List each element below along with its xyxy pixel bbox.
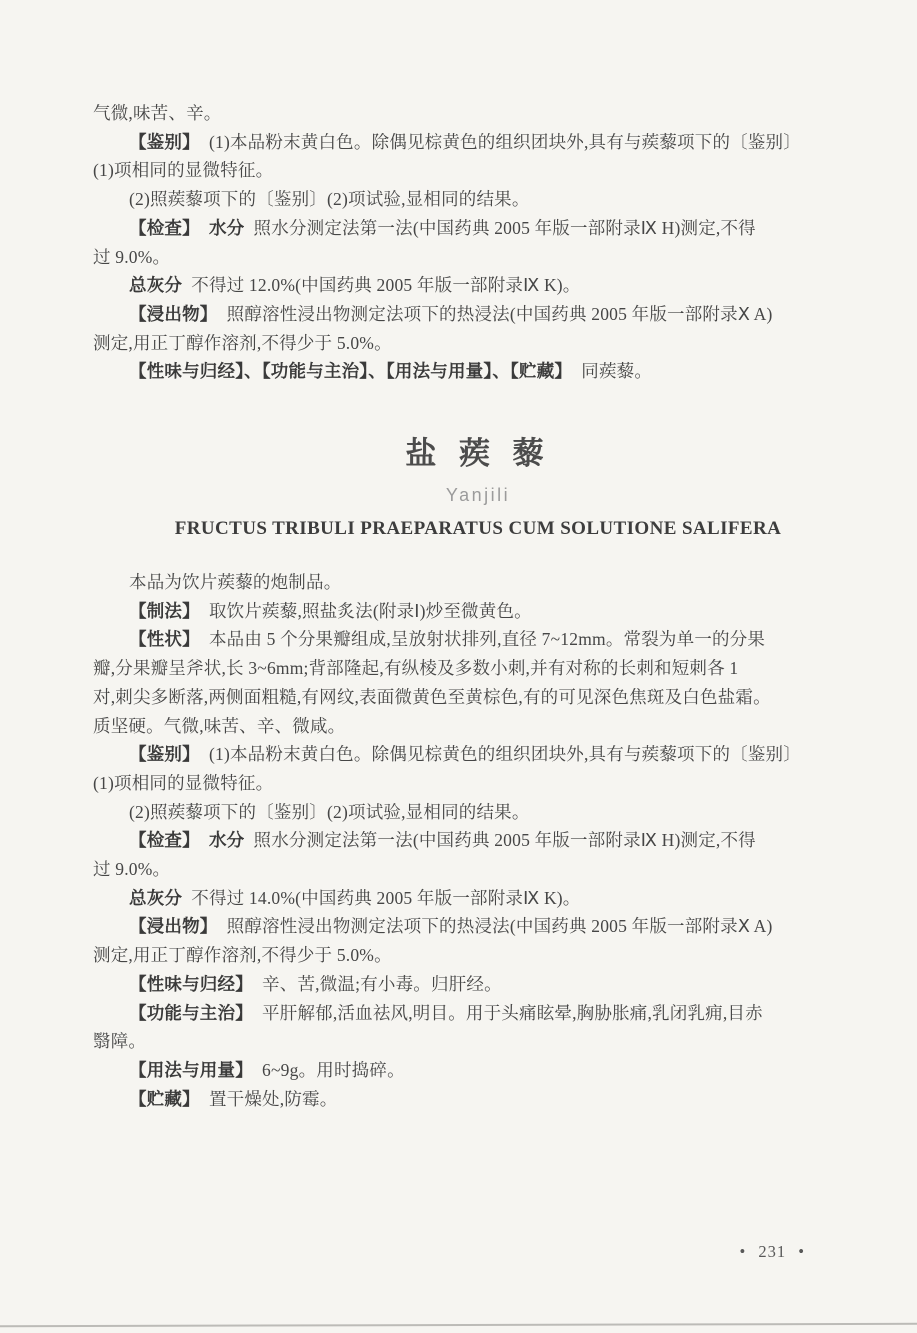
body-text: 本品由 5 个分果瓣组成,呈放射状排列,直径 7~12mm。常裂为单一的分果 [199,629,766,650]
monograph-title-cn: 盐 蒺 藜 [405,436,551,472]
text-line [93,1085,863,1114]
text-line [93,597,863,626]
text-line [93,654,863,683]
body-text: 同蒺藜。 [572,361,653,382]
section-header: 水分 [208,217,245,238]
section-header: 【功能与主治】 [129,1002,253,1023]
text-line [93,156,863,185]
monograph-header [93,436,863,542]
body-text: 气微,味苦、辛。 [93,103,222,123]
section-header: 【浸出物】 [129,916,218,937]
text-line [93,357,863,386]
section-header: 【性味与归经】、【功能与主治】、【用法与用量】、【贮藏】 [129,361,573,382]
body-text: 置干燥处,防霉。 [199,1088,338,1109]
monograph-pinyin: Yanjili [445,485,511,506]
body-text: (1)项相同的显微特征。 [93,160,274,181]
section-header: 【检查】 [129,217,200,238]
section-header: 【用法与用量】 [129,1059,253,1080]
body-text: 翳障。 [93,1031,147,1052]
body-text: 照醇溶性浸出物测定法项下的热浸法(中国药典 2005 年版一部附录Ⅹ A) [217,916,773,937]
section-header: 【制法】 [129,600,200,621]
monograph-body [93,568,863,1113]
body-text: (2)照蒺藜项下的〔鉴别〕(2)项试验,显相同的结果。 [129,801,530,822]
text-line [93,712,863,741]
body-text: (1)本品粉末黄白色。除偶见棕黄色的组织团块外,具有与蒺藜项下的〔鉴别〕 [199,131,801,152]
section-header: 【鉴别】 [129,744,200,765]
section-header: 【贮藏】 [129,1088,200,1109]
body-text: 6~9g。用时捣碎。 [252,1059,405,1080]
text-line [93,271,863,300]
text-line [93,214,863,243]
page-number: • 231 • [739,1242,805,1261]
section-header: 【鉴别】 [129,131,200,152]
body-text: 过 9.0%。 [93,859,171,880]
body-text: (1)项相同的显微特征。 [93,772,274,793]
text-line [93,1027,863,1056]
body-text [200,830,209,850]
text-line [93,798,863,827]
body-text: 平肝解郁,活血祛风,明目。用于头痛眩晕,胸胁胀痛,乳闭乳痈,目赤 [252,1002,763,1023]
text-line [93,128,863,157]
text-line [93,185,863,214]
section-header: 【检查】 [129,830,200,851]
previous-monograph-continuation [93,99,863,386]
body-text: 测定,用正丁醇作溶剂,不得少于 5.0%。 [93,945,392,966]
text-line [93,941,863,970]
text-line [93,99,863,128]
body-text: (2)照蒺藜项下的〔鉴别〕(2)项试验,显相同的结果。 [129,189,530,210]
text-line [93,999,863,1028]
text-line [93,740,863,769]
text-line [93,300,863,329]
body-text: 不得过 12.0%(中国药典 2005 年版一部附录Ⅸ K)。 [182,275,581,296]
body-text: 照水分测定法第一法(中国药典 2005 年版一部附录Ⅸ H)测定,不得 [244,830,756,851]
body-text: 过 9.0%。 [93,246,171,267]
text-line [93,826,863,855]
body-text: 取饮片蒺藜,照盐炙法(附录Ⅰ)炒至微黄色。 [199,600,532,621]
section-header: 水分 [208,830,245,851]
text-line [93,769,863,798]
monograph-latin-name: FRUCTUS TRIBULI PRAEPARATUS CUM SOLUTIONE SALIFERA [174,518,782,540]
text-line [93,683,863,712]
body-text: 本品为饮片蒺藜的炮制品。 [129,572,342,593]
text-line [93,912,863,941]
section-header: 总灰分 [129,275,183,296]
text-line [93,1056,863,1085]
body-text: 测定,用正丁醇作溶剂,不得少于 5.0%。 [93,332,392,353]
text-line [93,625,863,654]
page-content [93,99,863,1113]
section-header: 【性味与归经】 [129,973,253,994]
body-text: 质坚硬。气微,味苦、辛、微咸。 [93,715,346,736]
page-edge-line [0,1323,917,1327]
body-text: 照水分测定法第一法(中国药典 2005 年版一部附录Ⅸ H)测定,不得 [244,217,756,238]
body-text: (1)本品粉末黄白色。除偶见棕黄色的组织团块外,具有与蒺藜项下的〔鉴别〕 [199,744,801,765]
body-text: 照醇溶性浸出物测定法项下的热浸法(中国药典 2005 年版一部附录Ⅹ A) [217,303,773,324]
text-line [93,855,863,884]
body-text: 不得过 14.0%(中国药典 2005 年版一部附录Ⅸ K)。 [182,887,581,908]
text-line [93,884,863,913]
body-text: 对,刺尖多断落,两侧面粗糙,有网纹,表面微黄色至黄棕色,有的可见深色焦斑及白色盐霜。 [93,686,771,707]
body-text: 辛、苦,微温;有小毒。归肝经。 [252,973,502,994]
body-text: 瓣,分果瓣呈斧状,长 3~6mm;背部隆起,有纵棱及多数小刺,并有对称的长刺和短刺各 1 [93,658,739,679]
section-header: 【浸出物】 [129,303,218,324]
text-line [93,970,863,999]
text-line [93,243,863,272]
body-text [200,218,209,238]
text-line [93,568,863,597]
text-line [93,329,863,358]
section-header: 总灰分 [129,887,183,908]
section-header: 【性状】 [129,629,200,650]
